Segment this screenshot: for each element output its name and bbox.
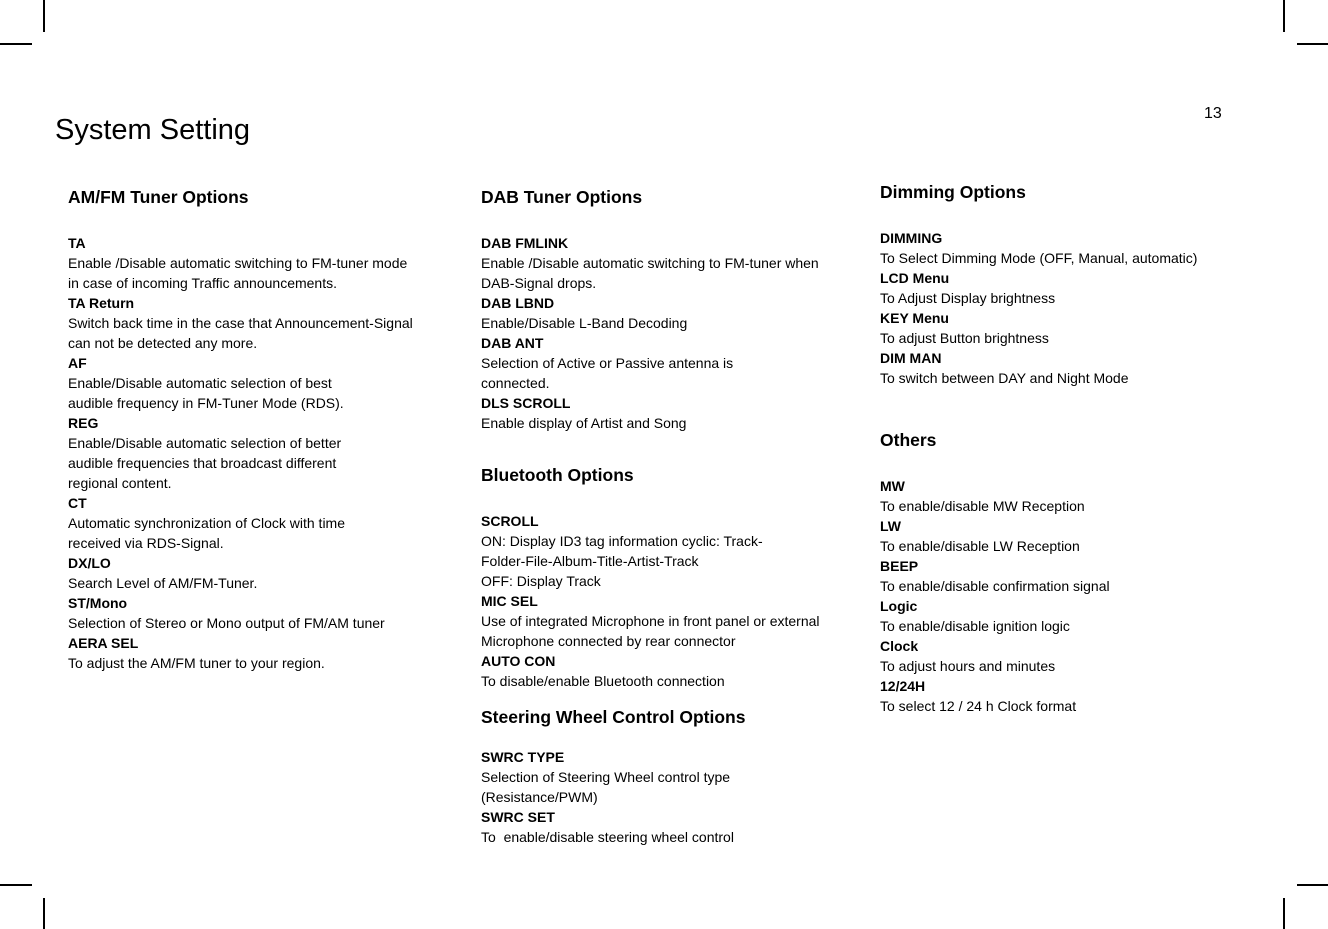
- setting-term: LW: [880, 518, 901, 534]
- setting-description: To Adjust Display brightness: [880, 290, 1056, 306]
- setting-description: To enable/disable steering wheel control: [481, 829, 734, 845]
- page-number: 13: [1204, 105, 1222, 122]
- setting-description: To disable/enable Bluetooth connection: [481, 673, 725, 689]
- setting-term: DAB FMLINK: [481, 235, 569, 251]
- setting-list: [481, 511, 831, 691]
- setting-term: AUTO CON: [481, 653, 556, 669]
- setting-term: SWRC TYPE: [481, 749, 565, 765]
- setting-term: TA Return: [68, 295, 135, 311]
- crop-mark: [1283, 898, 1285, 929]
- setting-description: Enable display of Artist and Song: [481, 415, 687, 431]
- setting-description: ON: Display ID3 tag information cyclic: Track-Folder-File-Album-Title-Artist-Track OFF: Display Track: [481, 533, 763, 589]
- setting-term: DIMMING: [880, 230, 943, 246]
- setting-term: TA: [68, 235, 86, 251]
- setting-description: Selection of Active or Passive antenna is connected.: [481, 355, 734, 391]
- setting-term: DAB LBND: [481, 295, 555, 311]
- section-title-steering-wheel: Steering Wheel Control Options: [481, 707, 746, 727]
- setting-description: Selection of Steering Wheel control type (Resistance/PWM): [481, 769, 731, 805]
- setting-term: SCROLL: [481, 513, 539, 529]
- setting-description: Selection of Stereo or Mono output of FM/AM tuner: [68, 615, 385, 631]
- setting-description: Use of integrated Microphone in front panel or external Microphone connected by rear connector: [481, 613, 820, 649]
- setting-term: Logic: [880, 598, 918, 614]
- setting-description: To enable/disable ignition logic: [880, 618, 1070, 634]
- setting-description: Switch back time in the case that Announcement-Signal can not be detected any more.: [68, 315, 413, 351]
- setting-term: REG: [68, 415, 99, 431]
- setting-description: Enable/Disable automatic selection of better audible frequencies that broadcast different regional content.: [68, 435, 342, 491]
- crop-mark: [1297, 43, 1328, 45]
- setting-description: Enable/Disable automatic selection of best audible frequency in FM-Tuner Mode (RDS).: [68, 375, 344, 411]
- column-right: [880, 180, 1240, 716]
- setting-description: To select 12 / 24 h Clock format: [880, 698, 1077, 714]
- setting-list: [68, 233, 413, 673]
- setting-term: DAB ANT: [481, 335, 544, 351]
- section-title-dimming: Dimming Options: [880, 182, 1026, 202]
- setting-term: DLS SCROLL: [481, 395, 571, 411]
- setting-term: AF: [68, 355, 87, 371]
- setting-term: 12/24H: [880, 678, 926, 694]
- setting-term: KEY Menu: [880, 310, 949, 326]
- setting-term: CT: [68, 495, 87, 511]
- crop-mark: [43, 0, 45, 32]
- crop-mark: [43, 898, 45, 929]
- crop-mark: [1297, 884, 1328, 886]
- setting-list: [880, 228, 1240, 388]
- setting-description: To enable/disable confirmation signal: [880, 578, 1110, 594]
- crop-mark: [0, 884, 32, 886]
- setting-description: To switch between DAY and Night Mode: [880, 370, 1129, 386]
- setting-description: Enable /Disable automatic switching to FM-tuner when DAB-Signal drops.: [481, 255, 819, 291]
- setting-list: [481, 747, 831, 847]
- setting-term: AERA SEL: [68, 635, 139, 651]
- setting-description: To Select Dimming Mode (OFF, Manual, automatic): [880, 250, 1198, 266]
- page-title: System Setting: [55, 114, 251, 146]
- setting-description: Automatic synchronization of Clock with time received via RDS-Signal.: [68, 515, 345, 551]
- setting-term: MIC SEL: [481, 593, 538, 609]
- crop-mark: [0, 43, 32, 45]
- crop-mark: [1283, 0, 1285, 32]
- setting-term: DX/LO: [68, 555, 111, 571]
- setting-description: To adjust hours and minutes: [880, 658, 1056, 674]
- setting-term: BEEP: [880, 558, 919, 574]
- setting-term: SWRC SET: [481, 809, 555, 825]
- setting-term: ST/Mono: [68, 595, 128, 611]
- setting-description: Enable/Disable L-Band Decoding: [481, 315, 688, 331]
- setting-description: To enable/disable MW Reception: [880, 498, 1085, 514]
- section-title-others: Others: [880, 430, 937, 450]
- setting-term: LCD Menu: [880, 270, 950, 286]
- setting-description: Enable /Disable automatic switching to FM-tuner mode in case of incoming Traffic announcements.: [68, 255, 408, 291]
- setting-list: [880, 476, 1240, 716]
- setting-term: MW: [880, 478, 905, 494]
- setting-list: [481, 233, 831, 433]
- column-middle: [481, 185, 831, 847]
- section-title-bluetooth: Bluetooth Options: [481, 465, 634, 485]
- setting-description: To adjust Button brightness: [880, 330, 1049, 346]
- section-title-dab: DAB Tuner Options: [481, 187, 643, 207]
- section-title-am-fm: AM/FM Tuner Options: [68, 187, 249, 207]
- setting-description: Search Level of AM/FM-Tuner.: [68, 575, 258, 591]
- setting-term: DIM MAN: [880, 350, 942, 366]
- setting-description: To enable/disable LW Reception: [880, 538, 1080, 554]
- column-left: [68, 185, 413, 673]
- setting-description: To adjust the AM/FM tuner to your region.: [68, 655, 325, 671]
- setting-term: Clock: [880, 638, 919, 654]
